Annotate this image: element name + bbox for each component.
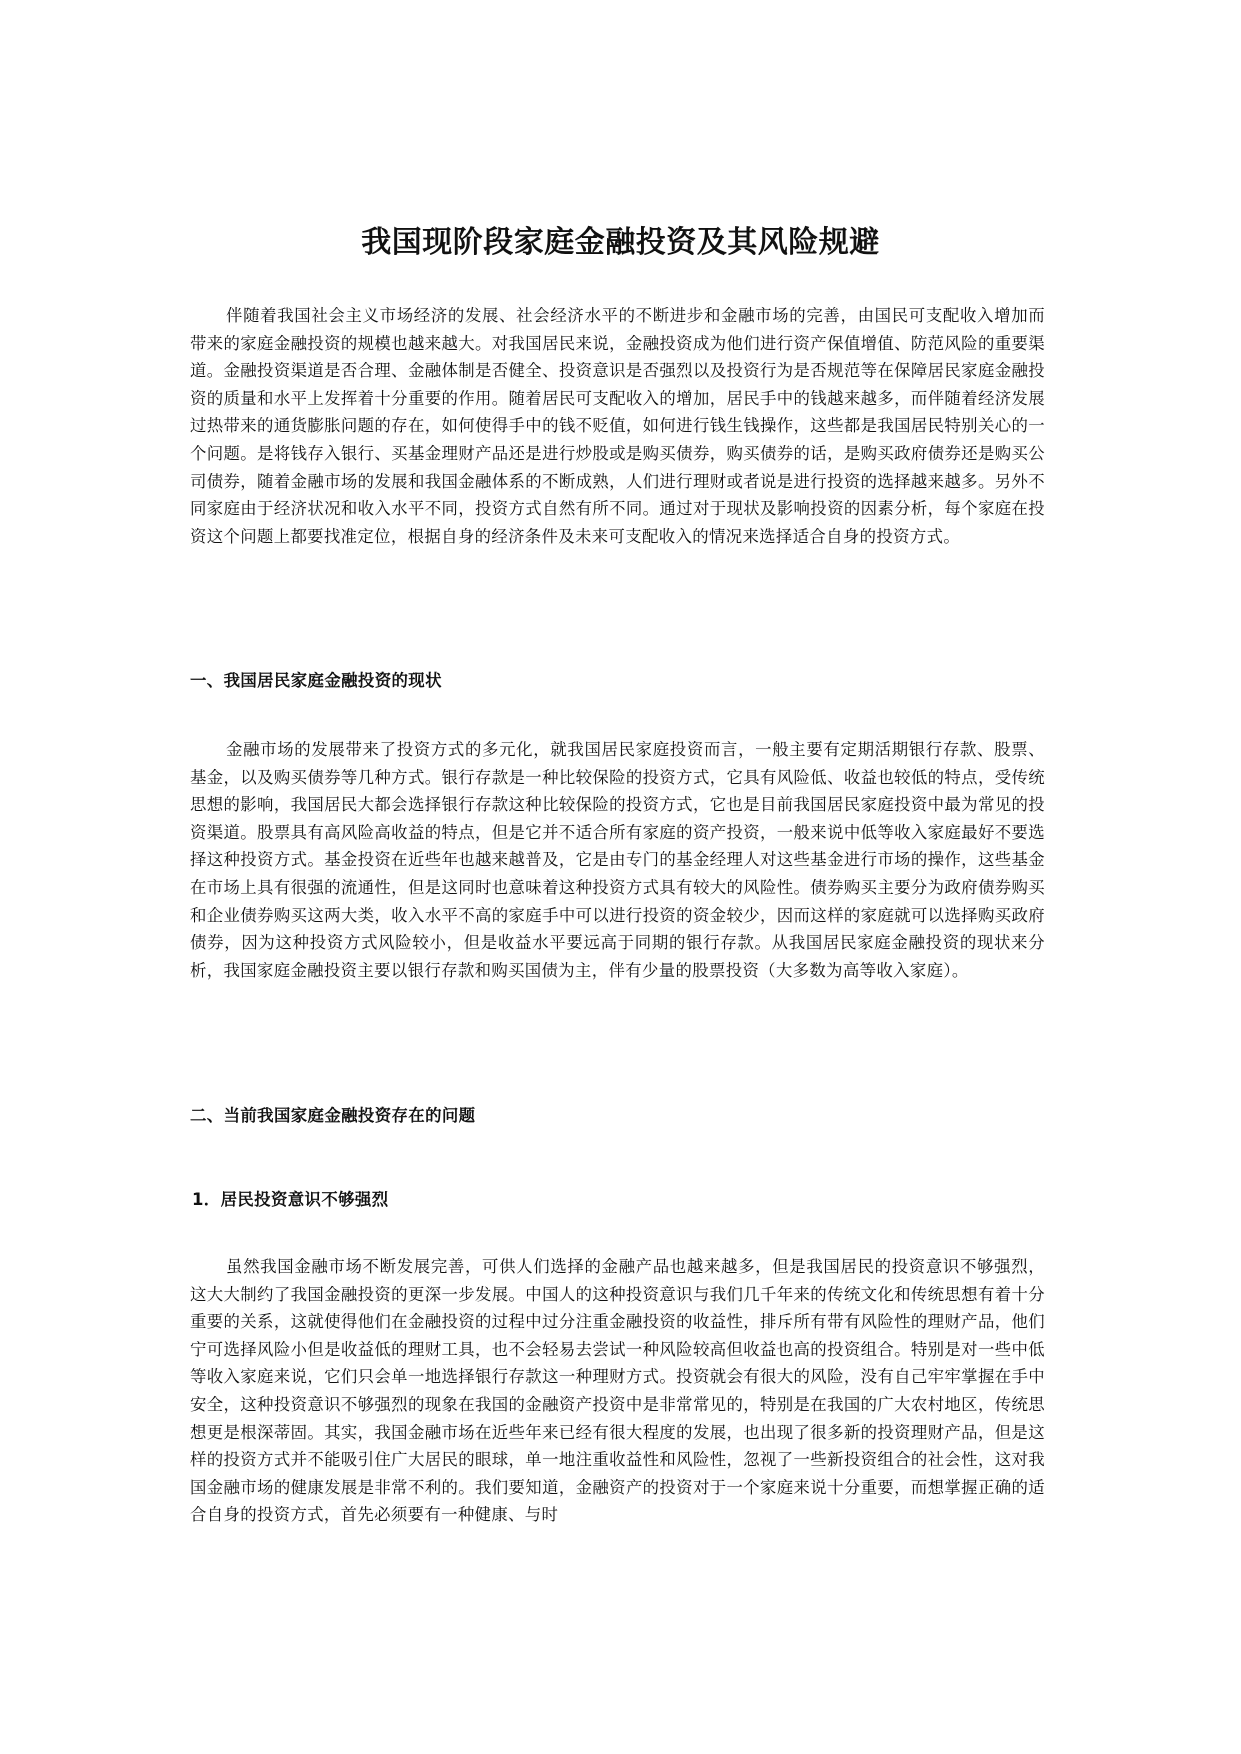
subsection-heading-investment-awareness: 1．居民投资意识不够强烈 bbox=[192, 1190, 389, 1209]
section-heading-current-status: 一、我国居民家庭金融投资的现状 bbox=[190, 671, 442, 690]
section-heading-problems: 二、当前我国家庭金融投资存在的问题 bbox=[190, 1106, 476, 1125]
intro-paragraph: 伴随着我国社会主义市场经济的发展、社会经济水平的不断进步和金融市场的完善，由国民可支配收入增加而带来的家庭金融投资的规模也越来越大。对我国居民来说，金融投资成为他们进行资产保值增值、防范风险的重要渠道。金融投资渠道是否合理、金融体制是否健全、投资意识是否强烈以及投资行为是否规范等在保障居民家庭金融投资的质量和水平上发挥着十分重要的作用。随着居民可支配收入的增加，居民手中的钱越来越多，而伴随着经济发展过热带来的通货膨胀问题的存在，如何使得手中的钱不贬值，如何进行钱生钱操作，这些都是我国居民特别关心的一个问题。是将钱存入银行、买基金理财产品还是进行炒股或是购买债券，购买债券的话，是购买政府债券还是购买公司债券，随着金融市场的发展和我国金融体系的不断成熟，人们进行理财或者说是进行投资的选择越来越多。另外不同家庭由于经济状况和收入水平不同，投资方式自然有所不同。通过对于现状及影响投资的因素分析，每个家庭在投资这个问题上都要找准定位，根据自身的经济条件及未来可支配收入的情况来选择适合自身的投资方式。 bbox=[190, 306, 1045, 546]
section-paragraph-current-status: 金融市场的发展带来了投资方式的多元化，就我国居民家庭投资而言，一般主要有定期活期银行存款、股票、基金，以及购买债券等几种方式。银行存款是一种比较保险的投资方式，它具有风险低、收益也较低的特点，受传统思想的影响，我国居民大都会选择银行存款这种比较保险的投资方式，它也是目前我国居民家庭投资中最为常见的投资渠道。股票具有高风险高收益的特点，但是它并不适合所有家庭的资产投资，一般来说中低等收入家庭最好不要选择这种投资方式。基金投资在近些年也越来越普及，它是由专门的基金经理人对这些基金进行市场的操作，这些基金在市场上具有很强的流通性，但是这同时也意味着这种投资方式具有较大的风险性。债券购买主要分为政府债券购买和企业债券购买这两大类，收入水平不高的家庭手中可以进行投资的资金较少，因而这样的家庭就可以选择购买政府债券，因为这种投资方式风险较小，但是收益水平要远高于同期的银行存款。从我国居民家庭金融投资的现状来分析，我国家庭金融投资主要以银行存款和购买国债为主，伴有少量的股票投资（大多数为高等收入家庭）。 bbox=[190, 740, 1045, 980]
subsection-paragraph-investment-awareness: 虽然我国金融市场不断发展完善，可供人们选择的金融产品也越来越多，但是我国居民的投资意识不够强烈，这大大制约了我国金融投资的更深一步发展。中国人的这种投资意识与我们几千年来的传统文化和传统思想有着十分重要的关系，这就使得他们在金融投资的过程中过分注重金融投资的收益性，排斥所有带有风险性的理财产品，他们宁可选择风险小但是收益低的理财工具，也不会轻易去尝试一种风险较高但收益也高的投资组合。特别是对一些中低等收入家庭来说，它们只会单一地选择银行存款这一种理财方式。投资就会有很大的风险，没有自己牢牢掌握在手中安全，这种投资意识不够强烈的现象在我国的金融资产投资中是非常常见的，特别是在我国的广大农村地区，传统思想更是根深蒂固。其实，我国金融市场在近些年来已经有很大程度的发展，也出现了很多新的投资理财产品，但是这样的投资方式并不能吸引住广大居民的眼球，单一地注重收益性和风险性，忽视了一些新投资组合的社会性，这对我国金融市场的健康发展是非常不利的。我们要知道，金融资产的投资对于一个家庭来说十分重要，而想掌握正确的适合自身的投资方式，首先必须要有一种健康、与时 bbox=[190, 1257, 1045, 1525]
document-title: 我国现阶段家庭金融投资及其风险规避 bbox=[361, 225, 880, 261]
